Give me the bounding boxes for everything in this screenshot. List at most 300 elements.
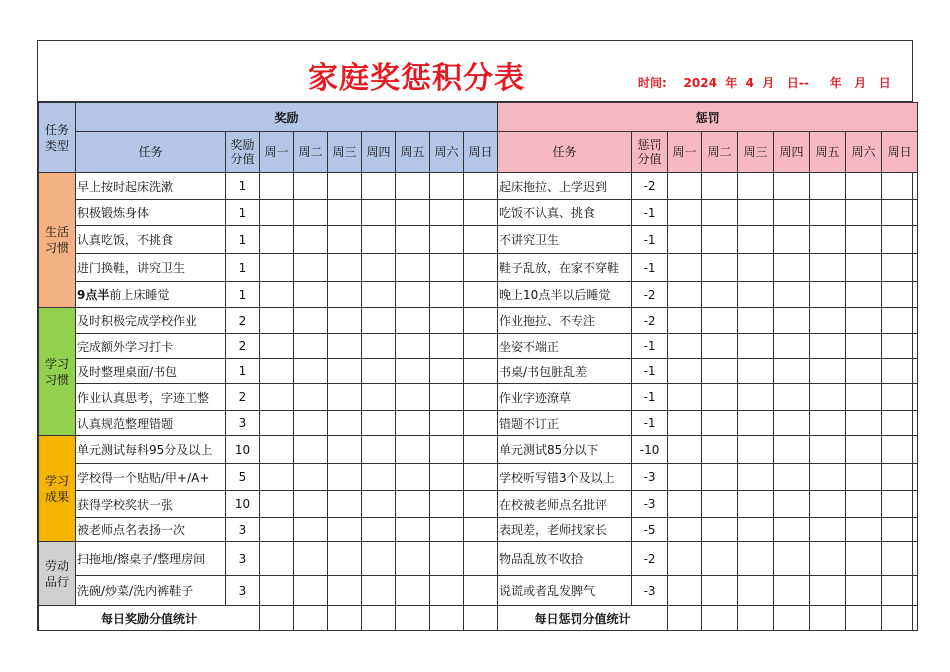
penalty-day-cell[interactable] [738,411,774,436]
penalty-day-cell[interactable] [810,254,846,282]
penalty-day-cell[interactable] [846,308,882,334]
penalty-day-cell[interactable] [702,200,738,226]
reward-day-cell[interactable] [362,436,396,464]
penalty-day-cell[interactable] [702,226,738,254]
penalty-day-cell[interactable] [668,334,702,359]
penalty-score: -2 [632,173,668,200]
table-row [39,359,918,384]
reward-score: 2 [226,308,260,334]
penalty-day-cell[interactable] [810,384,846,411]
reward-day-cell[interactable] [362,282,396,308]
penalty-day-cell[interactable] [668,436,702,464]
penalty-day-cell[interactable] [846,282,882,308]
penalty-score: -2 [632,542,668,576]
reward-task-text: 前上床睡觉 [109,288,170,302]
penalty-day-cell[interactable] [810,576,846,606]
reward-day-cell[interactable] [362,254,396,282]
penalty-day-cell[interactable] [882,200,918,226]
penalty-day-cell[interactable] [738,359,774,384]
reward-day-cell[interactable] [362,334,396,359]
reward-day-cell[interactable] [294,226,328,254]
reward-day-cell[interactable] [396,518,430,542]
penalty-day-cell[interactable] [738,308,774,334]
reward-day-cell[interactable] [260,359,294,384]
reward-total-label: 每日奖励分值统计 [39,606,260,631]
reward-day-cell[interactable] [396,308,430,334]
reward-day-cell[interactable] [430,411,464,436]
penalty-day-cell[interactable] [882,308,918,334]
reward-day-cell[interactable] [464,334,498,359]
reward-day-cell[interactable] [328,334,362,359]
reward-day-cell[interactable] [464,282,498,308]
penalty-day-cell[interactable] [702,464,738,491]
reward-day-cell[interactable] [260,411,294,436]
reward-day-cell[interactable] [430,334,464,359]
penalty-day-cell[interactable] [774,518,810,542]
reward-day-cell[interactable] [430,282,464,308]
penalty-day-cell[interactable] [810,282,846,308]
penalty-day-cell[interactable] [882,359,918,384]
penalty-day-cell[interactable] [810,359,846,384]
penalty-day-cell[interactable] [668,200,702,226]
penalty-task: 表现差，老师找家长 [498,518,632,542]
reward-day-cell[interactable] [260,384,294,411]
reward-day-cell[interactable] [430,384,464,411]
reward-day-cell[interactable] [362,226,396,254]
penalty-day-cell[interactable] [668,542,702,576]
reward-day-cell[interactable] [328,384,362,411]
reward-day-cell[interactable] [464,254,498,282]
reward-day-cell[interactable] [260,491,294,518]
penalty-day-cell[interactable] [810,542,846,576]
penalty-day-cell[interactable] [702,173,738,200]
reward-day-cell[interactable] [430,254,464,282]
penalty-day-cell[interactable] [668,411,702,436]
reward-day-cell[interactable] [362,518,396,542]
penalty-day-cell[interactable] [702,491,738,518]
reward-task-header: 任务 [76,132,226,173]
penalty-day-cell[interactable] [774,411,810,436]
reward-day-cell[interactable] [362,359,396,384]
reward-day-cell[interactable] [294,200,328,226]
penalty-day-cell[interactable] [774,282,810,308]
reward-total-cell[interactable] [430,606,464,631]
penalty-score: -2 [632,282,668,308]
penalty-day-cell[interactable] [846,173,882,200]
penalty-score: -1 [632,226,668,254]
penalty-task-header: 任务 [498,132,632,173]
reward-total-cell[interactable] [464,606,498,631]
penalty-day-cell[interactable] [738,518,774,542]
reward-day-cell[interactable] [430,491,464,518]
reward-day-cell[interactable] [430,308,464,334]
task-type-header: 任务类型 [39,103,76,173]
penalty-day-cell[interactable] [702,411,738,436]
penalty-day-cell[interactable] [702,308,738,334]
penalty-day-cell[interactable] [810,334,846,359]
reward-section-header: 奖励 [76,103,498,132]
penalty-day-cell[interactable] [738,464,774,491]
reward-task: 获得学校奖状一张 [76,491,226,518]
reward-day-cell[interactable] [260,200,294,226]
reward-day-cell[interactable] [260,282,294,308]
table-row [39,542,918,576]
reward-day-cell[interactable] [430,226,464,254]
category-label: 学习习惯 [39,308,76,436]
reward-task: 积极锻炼身体 [76,200,226,226]
reward-day-cell[interactable] [294,491,328,518]
reward-day-header: 周一 [260,132,294,173]
penalty-day-cell[interactable] [774,308,810,334]
reward-day-cell[interactable] [464,411,498,436]
penalty-day-cell[interactable] [810,411,846,436]
penalty-day-cell[interactable] [702,576,738,606]
reward-total-cell[interactable] [294,606,328,631]
score-sheet [37,40,913,631]
penalty-day-cell[interactable] [774,226,810,254]
reward-day-cell[interactable] [396,254,430,282]
reward-task: 认真规范整理错题 [76,411,226,436]
penalty-day-cell[interactable] [846,334,882,359]
penalty-score: -1 [632,411,668,436]
reward-day-cell[interactable] [464,464,498,491]
penalty-day-cell[interactable] [810,518,846,542]
penalty-day-cell[interactable] [810,464,846,491]
penalty-day-cell[interactable] [846,576,882,606]
penalty-day-cell[interactable] [668,282,702,308]
reward-total-cell[interactable] [362,606,396,631]
penalty-day-cell[interactable] [774,359,810,384]
reward-day-cell[interactable] [328,436,362,464]
reward-day-cell[interactable] [260,226,294,254]
reward-day-cell[interactable] [464,518,498,542]
penalty-day-cell[interactable] [738,226,774,254]
reward-task: 扫拖地/擦桌子/整理房间 [76,542,226,576]
reward-task: 及时积极完成学校作业 [76,308,226,334]
reward-day-cell[interactable] [464,173,498,200]
penalty-day-cell[interactable] [668,254,702,282]
reward-day-cell[interactable] [464,436,498,464]
reward-total-cell[interactable] [260,606,294,631]
penalty-day-cell[interactable] [668,173,702,200]
penalty-total-cell[interactable] [846,606,882,631]
reward-day-cell[interactable] [362,542,396,576]
penalty-day-cell[interactable] [774,334,810,359]
penalty-day-cell[interactable] [846,384,882,411]
reward-day-cell[interactable] [328,254,362,282]
reward-day-cell[interactable] [430,200,464,226]
column-header-row [39,132,918,173]
penalty-day-cell[interactable] [810,226,846,254]
reward-day-cell[interactable] [328,359,362,384]
penalty-day-cell[interactable] [702,518,738,542]
reward-day-cell[interactable] [328,411,362,436]
reward-day-cell[interactable] [396,173,430,200]
reward-task: 单元测试每科95分及以上 [76,436,226,464]
penalty-day-cell[interactable] [668,518,702,542]
penalty-day-cell[interactable] [702,254,738,282]
penalty-day-cell[interactable] [882,542,918,576]
reward-day-cell[interactable] [294,384,328,411]
penalty-day-cell[interactable] [846,411,882,436]
penalty-day-cell[interactable] [738,576,774,606]
penalty-day-cell[interactable] [882,518,918,542]
penalty-day-cell[interactable] [882,282,918,308]
table-row [39,308,918,334]
reward-day-cell[interactable] [430,173,464,200]
category-label: 劳动品行 [39,542,76,606]
reward-day-cell[interactable] [464,576,498,606]
penalty-day-cell[interactable] [774,254,810,282]
reward-day-cell[interactable] [464,542,498,576]
penalty-total-cell[interactable] [810,606,846,631]
penalty-day-cell[interactable] [774,173,810,200]
reward-day-cell[interactable] [260,334,294,359]
penalty-day-cell[interactable] [846,200,882,226]
penalty-day-cell[interactable] [810,173,846,200]
penalty-task: 鞋子乱放，在家不穿鞋 [498,254,632,282]
reward-day-cell[interactable] [464,308,498,334]
reward-score: 3 [226,576,260,606]
table-row [39,200,918,226]
reward-day-cell[interactable] [464,384,498,411]
penalty-day-cell[interactable] [846,491,882,518]
penalty-day-cell[interactable] [702,359,738,384]
reward-day-cell[interactable] [294,254,328,282]
reward-day-cell[interactable] [294,282,328,308]
penalty-day-cell[interactable] [702,436,738,464]
reward-day-cell[interactable] [396,542,430,576]
penalty-day-cell[interactable] [846,359,882,384]
penalty-total-cell[interactable] [882,606,918,631]
reward-day-cell[interactable] [294,173,328,200]
reward-day-cell[interactable] [430,542,464,576]
reward-day-cell[interactable] [294,542,328,576]
penalty-day-cell[interactable] [738,173,774,200]
penalty-day-cell[interactable] [738,334,774,359]
reward-score: 2 [226,384,260,411]
reward-task-emphasis: 9点半 [77,288,110,302]
reward-day-cell[interactable] [362,411,396,436]
penalty-day-cell[interactable] [882,411,918,436]
reward-day-cell[interactable] [260,464,294,491]
reward-day-cell[interactable] [396,464,430,491]
reward-day-cell[interactable] [396,491,430,518]
penalty-day-cell[interactable] [738,200,774,226]
penalty-day-cell[interactable] [738,542,774,576]
penalty-day-cell[interactable] [846,464,882,491]
penalty-day-cell[interactable] [846,518,882,542]
reward-day-header: 周日 [464,132,498,173]
table-row [39,254,918,282]
penalty-day-cell[interactable] [738,282,774,308]
reward-day-cell[interactable] [362,464,396,491]
penalty-day-cell[interactable] [774,464,810,491]
reward-day-cell[interactable] [396,226,430,254]
reward-day-header: 周二 [294,132,328,173]
reward-day-cell[interactable] [362,491,396,518]
penalty-day-cell[interactable] [882,254,918,282]
penalty-day-cell[interactable] [774,576,810,606]
reward-day-cell[interactable] [328,173,362,200]
reward-day-cell[interactable] [294,576,328,606]
penalty-score: -5 [632,518,668,542]
reward-day-cell[interactable] [328,518,362,542]
penalty-day-cell[interactable] [774,200,810,226]
reward-day-cell[interactable] [328,464,362,491]
reward-day-cell[interactable] [294,411,328,436]
reward-day-cell[interactable] [294,464,328,491]
reward-task: 作业认真思考，字迹工整 [76,384,226,411]
penalty-day-header: 周一 [668,132,702,173]
penalty-task: 物品乱放不收拾 [498,542,632,576]
reward-day-cell[interactable] [328,542,362,576]
reward-day-cell[interactable] [328,576,362,606]
reward-day-cell[interactable] [430,576,464,606]
reward-score: 5 [226,464,260,491]
table-row [39,491,918,518]
reward-day-cell[interactable] [464,359,498,384]
penalty-day-cell[interactable] [810,308,846,334]
penalty-score: -2 [632,308,668,334]
reward-day-cell[interactable] [328,200,362,226]
reward-day-cell[interactable] [294,436,328,464]
penalty-day-cell[interactable] [668,226,702,254]
penalty-day-cell[interactable] [738,384,774,411]
penalty-day-cell[interactable] [846,226,882,254]
reward-task: 早上按时起床洗漱 [76,173,226,200]
penalty-task: 说谎或者乱发脾气 [498,576,632,606]
reward-day-cell[interactable] [464,226,498,254]
penalty-day-header: 周五 [810,132,846,173]
reward-task: 洗碗/炒菜/洗内裤鞋子 [76,576,226,606]
penalty-day-cell[interactable] [882,226,918,254]
reward-day-cell[interactable] [260,308,294,334]
penalty-day-cell[interactable] [810,436,846,464]
reward-day-cell[interactable] [260,173,294,200]
penalty-total-cell[interactable] [702,606,738,631]
reward-score: 1 [226,200,260,226]
penalty-day-cell[interactable] [882,173,918,200]
reward-day-cell[interactable] [362,384,396,411]
reward-day-cell[interactable] [328,282,362,308]
penalty-day-cell[interactable] [774,491,810,518]
penalty-task: 不讲究卫生 [498,226,632,254]
penalty-day-cell[interactable] [702,334,738,359]
reward-total-cell[interactable] [328,606,362,631]
penalty-day-cell[interactable] [668,308,702,334]
penalty-day-cell[interactable] [810,200,846,226]
reward-day-cell[interactable] [362,308,396,334]
reward-day-cell[interactable] [260,518,294,542]
penalty-day-cell[interactable] [882,576,918,606]
penalty-total-cell[interactable] [738,606,774,631]
penalty-day-cell[interactable] [882,334,918,359]
penalty-day-cell[interactable] [846,436,882,464]
reward-day-cell[interactable] [294,308,328,334]
reward-day-cell[interactable] [396,411,430,436]
reward-day-cell[interactable] [362,173,396,200]
penalty-day-cell[interactable] [668,491,702,518]
reward-day-cell[interactable] [260,254,294,282]
penalty-day-cell[interactable] [882,491,918,518]
reward-day-cell[interactable] [294,334,328,359]
penalty-day-header: 周日 [882,132,918,173]
reward-score: 10 [226,436,260,464]
reward-score: 3 [226,518,260,542]
penalty-day-cell[interactable] [668,359,702,384]
reward-day-cell[interactable] [396,200,430,226]
reward-day-cell[interactable] [328,491,362,518]
table-row [39,334,918,359]
time-value: 2024 年 4 月 日-- 年 月 日 [683,76,891,90]
penalty-day-cell[interactable] [882,464,918,491]
reward-day-cell[interactable] [328,226,362,254]
reward-score: 1 [226,226,260,254]
reward-day-cell[interactable] [396,436,430,464]
table-row [39,576,918,606]
table-row [39,411,918,436]
reward-day-cell[interactable] [260,542,294,576]
penalty-task: 作业字迹潦草 [498,384,632,411]
reward-day-cell[interactable] [396,282,430,308]
penalty-day-cell[interactable] [774,436,810,464]
penalty-day-cell[interactable] [846,254,882,282]
penalty-total-cell[interactable] [774,606,810,631]
reward-day-cell[interactable] [396,334,430,359]
penalty-day-cell[interactable] [668,384,702,411]
reward-day-cell[interactable] [260,576,294,606]
reward-day-cell[interactable] [430,518,464,542]
penalty-day-cell[interactable] [738,436,774,464]
reward-day-cell[interactable] [294,518,328,542]
penalty-day-cell[interactable] [774,384,810,411]
reward-task: 被老师点名表扬一次 [76,518,226,542]
reward-day-cell[interactable] [328,308,362,334]
reward-day-cell[interactable] [464,491,498,518]
reward-day-cell[interactable] [260,436,294,464]
penalty-day-cell[interactable] [774,542,810,576]
penalty-day-cell[interactable] [702,384,738,411]
reward-task [76,282,226,308]
reward-day-cell[interactable] [396,359,430,384]
penalty-total-cell[interactable] [668,606,702,631]
penalty-day-cell[interactable] [668,576,702,606]
penalty-day-cell[interactable] [738,254,774,282]
penalty-day-cell[interactable] [702,542,738,576]
reward-day-cell[interactable] [362,200,396,226]
reward-day-cell[interactable] [464,200,498,226]
reward-day-cell[interactable] [362,576,396,606]
reward-day-cell[interactable] [396,384,430,411]
table-row [39,464,918,491]
penalty-day-cell[interactable] [882,436,918,464]
reward-day-cell[interactable] [396,576,430,606]
penalty-score: -3 [632,464,668,491]
penalty-day-cell[interactable] [668,464,702,491]
penalty-score: -3 [632,491,668,518]
penalty-day-cell[interactable] [810,491,846,518]
reward-day-cell[interactable] [430,464,464,491]
reward-day-cell[interactable] [430,436,464,464]
penalty-day-cell[interactable] [702,282,738,308]
penalty-day-cell[interactable] [882,384,918,411]
penalty-day-cell[interactable] [738,491,774,518]
reward-total-cell[interactable] [396,606,430,631]
reward-day-cell[interactable] [294,359,328,384]
penalty-day-cell[interactable] [846,542,882,576]
reward-day-cell[interactable] [430,359,464,384]
